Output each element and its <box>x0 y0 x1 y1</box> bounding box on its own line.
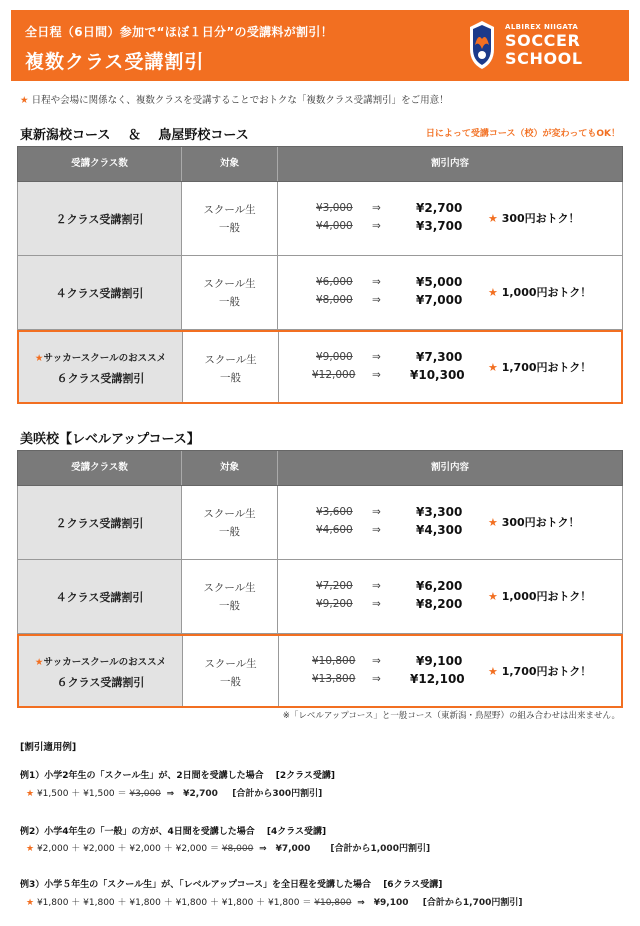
target-school: スクール生 <box>203 204 256 216</box>
star-icon: ★ <box>26 789 35 799</box>
arrow-icon: ⇒ <box>372 598 381 610</box>
albirex-logo <box>467 19 607 73</box>
arrow <box>372 598 381 610</box>
target-cell <box>183 636 279 706</box>
class-count-cell <box>18 182 182 255</box>
new-price-general <box>416 219 462 233</box>
savings-label <box>488 359 591 375</box>
arrow-icon: ⇒ <box>372 524 381 536</box>
table-row <box>17 560 623 634</box>
new-price-general <box>416 293 462 307</box>
target-school: スクール生 <box>203 508 256 520</box>
star-icon: ★ <box>488 665 498 678</box>
table-row-recommended <box>17 634 623 708</box>
arrow-icon: ⇒ <box>372 655 381 667</box>
target-cell <box>182 182 278 255</box>
example-note: [合計から300円割引] <box>232 789 323 799</box>
price-line-general <box>312 369 355 381</box>
star-icon: ★ <box>488 212 498 225</box>
price-line-school <box>316 202 353 214</box>
target-cell <box>183 332 279 402</box>
new-price: ¥6,200 <box>416 579 463 593</box>
new-price: ¥12,100 <box>410 672 465 686</box>
target-cell <box>182 486 278 559</box>
new-price: ¥4,300 <box>416 523 463 537</box>
new-price: ¥7,300 <box>416 350 463 364</box>
arrow <box>372 673 381 685</box>
savings-label <box>488 588 591 604</box>
example-calc <box>26 895 523 908</box>
class-count-cell <box>18 486 182 559</box>
header-target: 対象 <box>182 147 278 181</box>
class-count-cell <box>19 332 183 402</box>
old-price: ¥13,800 <box>312 673 356 685</box>
footnote: ※「レベルアップコース」と一般コース（東新潟・鳥屋野）の組み合わせは出来ません。 <box>282 711 620 721</box>
price-line-general <box>316 294 353 306</box>
new-price: ¥8,200 <box>416 597 463 611</box>
arrow <box>372 202 381 214</box>
old-price: ¥9,000 <box>316 351 353 363</box>
price-line-school <box>312 655 355 667</box>
star-icon: ★ <box>488 286 498 299</box>
new-price-general <box>416 597 462 611</box>
arrow <box>372 655 381 667</box>
class-count-label: ４クラス受講割引 <box>55 591 144 604</box>
new-price: ¥7,000 <box>416 293 463 307</box>
banner-title: 複数クラス受講割引 <box>25 51 205 73</box>
savings-label <box>488 514 579 530</box>
class-count-cell <box>18 256 182 329</box>
new-price-general <box>416 523 462 537</box>
new-price: ¥9,100 <box>416 654 463 668</box>
star-icon: ★ <box>20 95 29 106</box>
section1-note: 日によって受講コース（校）が変わってもOK！ <box>425 129 620 139</box>
price-line-school <box>316 506 353 518</box>
old-price: ¥4,000 <box>316 220 353 232</box>
price-line-general <box>316 220 353 232</box>
arrow-icon: ⇒ <box>372 369 381 381</box>
savings-text: 1,000円おトク！ <box>501 590 592 603</box>
example-calc <box>26 786 322 799</box>
target-general: 一般 <box>220 676 241 688</box>
target-school: スクール生 <box>204 354 257 366</box>
new-price: ¥2,700 <box>416 201 463 215</box>
example-formula: ¥2,000 ＋ ¥2,000 ＋ ¥2,000 ＋ ¥2,000 ＝ <box>36 844 219 854</box>
arrow <box>372 580 381 592</box>
old-price: ¥10,800 <box>312 655 356 667</box>
star-icon: ★ <box>488 361 498 374</box>
table-row <box>17 256 623 330</box>
arrow-icon: ⇒ <box>372 202 381 214</box>
header-class-count: 受講クラス数 <box>18 451 182 485</box>
target-general: 一般 <box>219 526 240 538</box>
example-title: 例1）小学2年生の「スクール生」が、2日間を受講した場合 [2クラス受講] <box>20 771 335 781</box>
savings-text: 1,000円おトク！ <box>501 286 592 299</box>
savings-text: 300円おトク！ <box>501 212 580 225</box>
old-price: ¥3,000 <box>316 202 353 214</box>
star-icon: ★ <box>26 898 35 908</box>
old-price: ¥12,000 <box>312 369 356 381</box>
table-row <box>17 182 623 256</box>
example-title: 例3）小学５年生の「スクール生」が、「レベルアップコース」を全日程を受講した場合 [6クラス受講] <box>20 880 443 890</box>
table-row-recommended <box>17 330 623 404</box>
new-price: ¥10,300 <box>410 368 465 382</box>
arrow <box>372 276 381 288</box>
header-banner <box>11 10 629 81</box>
savings-text: 1,700円おトク！ <box>501 665 592 678</box>
class-count-label: ２クラス受講割引 <box>55 213 144 226</box>
target-general: 一般 <box>219 600 240 612</box>
albirex-crest-icon <box>467 19 497 71</box>
class-count-label: ２クラス受講割引 <box>55 517 144 530</box>
price-line-general <box>316 524 353 536</box>
examples-heading: [割引適用例] <box>20 742 77 753</box>
price-line-general <box>316 598 353 610</box>
new-price-school <box>416 579 462 593</box>
example-result: ⇒ ¥7,000 <box>259 844 311 854</box>
recommend-text: サッカースクールのおススメ <box>43 353 167 364</box>
intro-text-body: 日程や会場に関係なく、複数クラスを受講することでおトクな「複数クラス受講割引」をご用意！ <box>31 95 449 106</box>
example-note: [合計から1,000円割引] <box>330 844 431 854</box>
old-price: ¥7,200 <box>316 580 353 592</box>
recommend-label <box>19 654 182 668</box>
price-line-school <box>316 276 353 288</box>
arrow-icon: ⇒ <box>372 673 381 685</box>
star-icon: ★ <box>488 516 498 529</box>
new-price-school <box>416 350 462 364</box>
savings-label <box>488 210 579 226</box>
new-price-school <box>416 505 462 519</box>
arrow-icon: ⇒ <box>372 580 381 592</box>
arrow <box>372 506 381 518</box>
example-old-total: ¥3,000 <box>129 789 161 799</box>
table-row <box>17 486 623 560</box>
new-price: ¥3,700 <box>416 219 463 233</box>
old-price: ¥3,600 <box>316 506 353 518</box>
arrow <box>372 524 381 536</box>
new-price-school <box>416 201 462 215</box>
logo-line-school: SCHOOL <box>505 49 583 68</box>
new-price-school <box>416 654 462 668</box>
example-note: [合計から1,700円割引] <box>422 898 523 908</box>
example-formula: ¥1,500 ＋ ¥1,500 ＝ <box>36 789 127 799</box>
star-icon: ★ <box>26 844 35 854</box>
star-icon: ★ <box>34 657 44 668</box>
new-price: ¥5,000 <box>416 275 463 289</box>
target-general: 一般 <box>219 296 240 308</box>
class-count-label: ６クラス受講割引 <box>56 676 145 689</box>
intro-text <box>20 92 449 106</box>
header-discount: 割引内容 <box>430 462 469 473</box>
class-count-cell <box>18 560 182 633</box>
arrow-icon: ⇒ <box>372 506 381 518</box>
price-line-school <box>316 580 353 592</box>
class-count-label: ４クラス受講割引 <box>55 287 144 300</box>
new-price-general <box>410 368 465 382</box>
arrow-icon: ⇒ <box>372 351 381 363</box>
old-price: ¥8,000 <box>316 294 353 306</box>
example-formula: ¥1,800 ＋ ¥1,800 ＋ ¥1,800 ＋ ¥1,800 ＋ ¥1,800 ＋ ¥1,800 ＝ <box>36 898 312 908</box>
header-discount: 割引内容 <box>430 158 469 169</box>
example-result: ⇒ ¥9,100 <box>357 898 409 908</box>
logo-line-soccer: SOCCER <box>505 31 581 50</box>
example-title: 例2）小学4年生の「一般」の方が、4日間を受講した場合 [4クラス受講] <box>20 827 327 837</box>
discount-table-1 <box>17 146 623 404</box>
recommend-text: サッカースクールのおススメ <box>43 657 167 668</box>
logo-brand-small: ALBIREX NIIGATA <box>505 23 579 31</box>
target-school: スクール生 <box>204 658 257 670</box>
old-price: ¥6,000 <box>316 276 353 288</box>
arrow <box>372 294 381 306</box>
example-old-total: ¥8,000 <box>221 844 254 854</box>
example-old-total: ¥10,800 <box>314 898 352 908</box>
target-cell <box>182 256 278 329</box>
new-price-general <box>410 672 465 686</box>
example-result: ⇒ ¥2,700 <box>166 789 218 799</box>
recommend-label <box>19 350 182 364</box>
target-cell <box>182 560 278 633</box>
example-calc <box>26 841 430 854</box>
star-icon: ★ <box>488 590 498 603</box>
class-count-label: ６クラス受講割引 <box>56 372 145 385</box>
target-school: スクール生 <box>203 278 256 290</box>
target-general: 一般 <box>219 222 240 234</box>
table-header <box>17 146 623 182</box>
table-header <box>17 450 623 486</box>
header-class-count: 受講クラス数 <box>18 147 182 181</box>
arrow-icon: ⇒ <box>372 294 381 306</box>
savings-text: 1,700円おトク！ <box>501 361 592 374</box>
banner-subtitle: 全日程（6日間）参加で“ほぼ１日分”の受講料が割引！ <box>25 25 333 39</box>
section1-title: 東新潟校コース ＆ 鳥屋野校コース <box>20 128 249 143</box>
arrow <box>372 220 381 232</box>
savings-text: 300円おトク！ <box>501 516 580 529</box>
old-price: ¥9,200 <box>316 598 353 610</box>
price-line-general <box>312 673 355 685</box>
old-price: ¥4,600 <box>316 524 353 536</box>
savings-label <box>488 284 591 300</box>
price-line-school <box>316 351 353 363</box>
new-price: ¥3,300 <box>416 505 463 519</box>
target-general: 一般 <box>220 372 241 384</box>
header-target: 対象 <box>182 451 278 485</box>
logo-brand-big <box>505 32 583 68</box>
savings-label <box>488 663 591 679</box>
new-price-school <box>416 275 462 289</box>
discount-table-2 <box>17 450 623 708</box>
arrow <box>372 369 381 381</box>
arrow-icon: ⇒ <box>372 276 381 288</box>
star-icon: ★ <box>34 353 44 364</box>
section2-title: 美咲校【レベルアップコース】 <box>20 432 200 447</box>
arrow <box>372 351 381 363</box>
arrow-icon: ⇒ <box>372 220 381 232</box>
class-count-cell <box>19 636 183 706</box>
target-school: スクール生 <box>203 582 256 594</box>
